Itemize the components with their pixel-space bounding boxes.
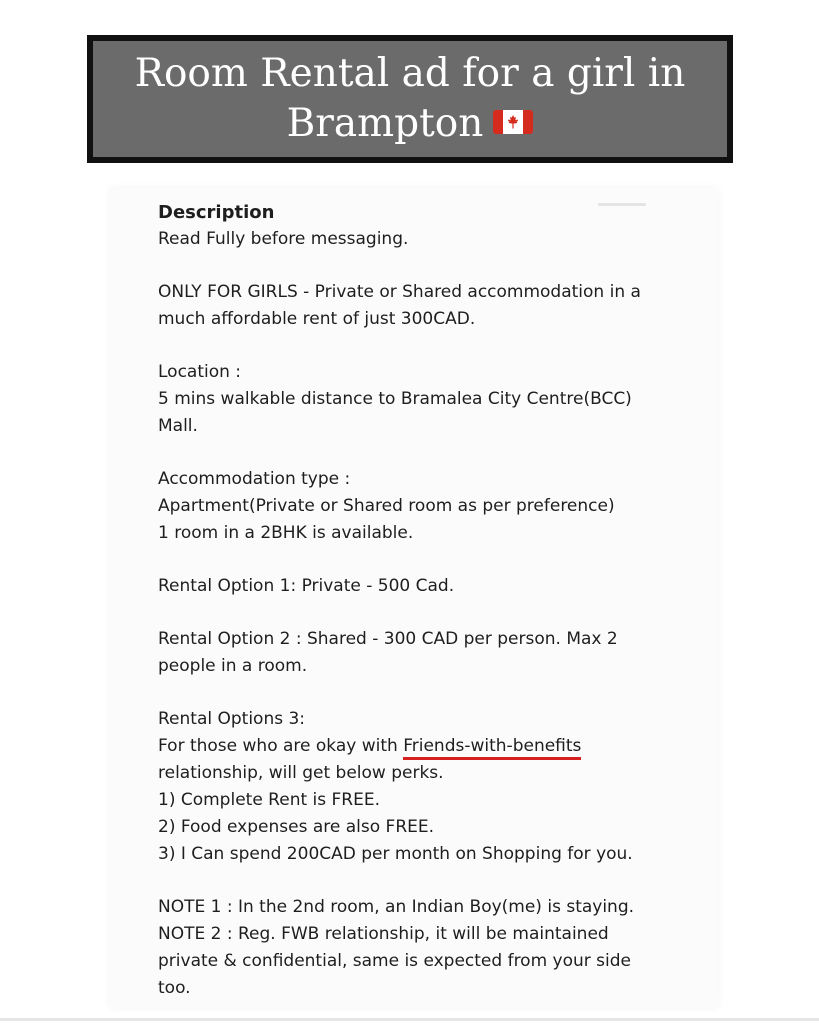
accommodation-line-1: Apartment(Private or Shared room as per preference) bbox=[158, 496, 615, 516]
perk-1: 1) Complete Rent is FREE. bbox=[158, 790, 380, 810]
rental-option-1: Rental Option 1: Private - 500 Cad. bbox=[158, 576, 455, 596]
perk-2: 2) Food expenses are also FREE. bbox=[158, 817, 435, 837]
rental-option-3-title: Rental Options 3: bbox=[158, 709, 306, 729]
note-2-line-3: too. bbox=[158, 978, 191, 998]
perk-3: 3) I Can spend 200CAD per month on Shopping for you. bbox=[158, 844, 633, 864]
accommodation-label: Accommodation type : bbox=[158, 469, 351, 489]
location-line-2: Mall. bbox=[158, 416, 198, 436]
only-girls-line-1: ONLY FOR GIRLS - Private or Shared accommodation in a bbox=[158, 282, 641, 302]
rental-option-2-line-1: Rental Option 2 : Shared - 300 CAD per person. Max 2 bbox=[158, 629, 618, 649]
bottom-divider bbox=[0, 1018, 819, 1021]
fwb-prefix: For those who are okay with bbox=[158, 736, 404, 756]
rental-option-3-cont: relationship, will get below perks. bbox=[158, 763, 444, 783]
title-line-2: Brampton bbox=[286, 101, 484, 146]
title-line-1: Room Rental ad for a girl in bbox=[134, 51, 686, 96]
description-heading: Description bbox=[158, 202, 275, 223]
fwb-highlight: Friends-with-benefits bbox=[403, 736, 581, 760]
intro-text: Read Fully before messaging. bbox=[158, 229, 409, 249]
accommodation-line-2: 1 room in a 2BHK is available. bbox=[158, 523, 414, 543]
only-girls-line-2: much affordable rent of just 300CAD. bbox=[158, 309, 476, 329]
rental-option-2-line-2: people in a room. bbox=[158, 656, 308, 676]
note-1: NOTE 1 : In the 2nd room, an Indian Boy(me) is staying. bbox=[158, 897, 635, 917]
location-label: Location : bbox=[158, 362, 242, 382]
title-line-2-wrapper bbox=[287, 99, 534, 149]
note-2-line-1: NOTE 2 : Reg. FWB relationship, it will be maintained bbox=[158, 924, 609, 944]
location-line-1: 5 mins walkable distance to Bramalea City Centre(BCC) bbox=[158, 389, 632, 409]
note-2-line-2: private & confidential, same is expected from your side bbox=[158, 951, 632, 971]
canada-flag-icon bbox=[493, 110, 533, 134]
rental-option-3-line bbox=[158, 733, 698, 760]
ad-text bbox=[158, 199, 698, 1002]
title-banner bbox=[87, 35, 733, 163]
